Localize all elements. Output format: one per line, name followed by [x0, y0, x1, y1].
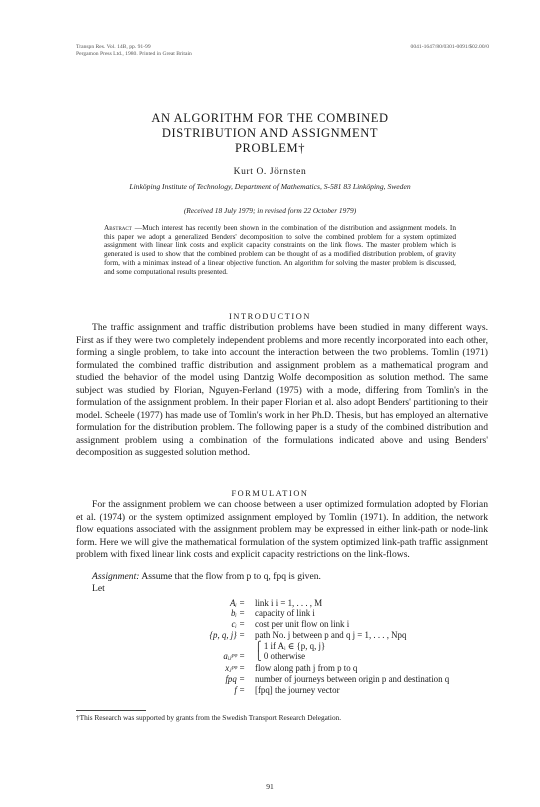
definition-text: flow along path j from p to q	[255, 663, 358, 673]
abstract-text: —Much interest has recently been shown in the combination of the distribution and assignment models. In this paper we adopt a generalized Benders' decomposition to solve the combined problem for a system optimized assignment with linear link costs and explicit capacity constraints on the link flows. The master problem which is generated is used to show that the combined problem can be thought of as a modified distribution problem, of gravity form, with a minimax instead of a linear objective function. An algorithm for solving the master problem is discussed, and some computational results presented.	[104, 223, 456, 276]
footnote-divider	[76, 710, 146, 711]
journal-line-1: Transpn Res. Vol. 14B, pp. 91-99	[76, 44, 151, 50]
journal-citation	[76, 44, 192, 58]
paper-title	[60, 111, 480, 156]
assumption-text: Assume that the flow from p to q, fpq is given.	[141, 571, 321, 582]
let-label: Let	[92, 583, 105, 594]
author-affiliation: Linköping Institute of Technology, Department of Mathematics, S-581 83 Linköping, Sweden	[129, 182, 411, 191]
assumption-line	[92, 571, 321, 582]
definition-text: ⎩ 0 otherwise	[255, 651, 306, 661]
definition-text: cost per unit flow on link i	[255, 619, 350, 629]
definition-symbol: cᵢ =	[231, 619, 245, 629]
definition-symbol: fpq =	[225, 674, 245, 684]
definition-symbol: f =	[234, 685, 245, 695]
abstract	[104, 224, 456, 276]
abstract-label: Abstract	[104, 223, 132, 232]
received-date: (Received 18 July 1979; in revised form 22 October 1979)	[183, 206, 357, 215]
formulation-paragraph: For the assignment problem we can choose between a user optimized formulation adopted by Florian et al. (1974) or the system optimized assignment employed by Tomlin (1971). In addition, the network flow equations associated with the assignment problem may be expressed in either link-path or node-link form. Here we will give the mathematical formulation of the system optimized link-path traffic assignment problem with fixed linear link costs and explicit capacity restrictions on the link-flows.	[76, 499, 488, 560]
definition-symbol: Aᵢ =	[229, 598, 245, 608]
definition-text: capacity of link i	[255, 608, 315, 618]
definition-symbol: {p, q, j} =	[209, 630, 245, 640]
section-heading-introduction: INTRODUCTION	[229, 312, 311, 321]
definition-text: path No. j between p and q j = 1, . . . , Npq	[255, 630, 407, 640]
assumption-label: Assignment:	[92, 571, 140, 582]
definition-text: number of journeys between origin p and destination q	[255, 674, 450, 684]
page-number: 91	[266, 782, 274, 791]
definition-text: link i i = 1, . . . , M	[255, 598, 323, 608]
definition-symbol: xⱼᵖᵠ =	[225, 663, 245, 673]
author-name: Kurt O. Jörnsten	[233, 167, 307, 177]
title-line-1: AN ALGORITHM FOR THE COMBINED	[151, 111, 389, 125]
definition-symbol: bᵢ =	[230, 608, 245, 618]
title-line-2: DISTRIBUTION AND ASSIGNMENT	[161, 126, 379, 140]
definition-symbol: aᵢⱼᵖᵠ =	[223, 651, 245, 661]
title-line-3: PROBLEM†	[234, 141, 306, 155]
article-code: 0041-1647/80/0301-0091/$02.00/0	[410, 44, 489, 50]
section-heading-formulation: FORMULATION	[231, 489, 309, 498]
journal-line-2: Pergamon Press Ltd., 1980. Printed in Great Britain	[76, 51, 192, 57]
definition-text: ⎧ 1 if Aᵢ ∈ {p, q, j}	[255, 641, 326, 651]
definition-text: [fpq] the journey vector	[255, 685, 340, 695]
introduction-paragraph: The traffic assignment and traffic distribution problems have been studied in many different ways. First as if they were two completely independent problems and more recently incorporated into each other, forming a single problem, to take into account the interaction between the two problems. Tomlin (1971) formulated the combined traffic distribution and assignment problem as a mathematical program and studied the behavior of the model using Dantzig Wolfe decomposition as solution method. The same subject was studied by Florian, Nguyen-Ferland (1975) with a mode, differing from Tomlin's in the formulation of the assignment problem. In their paper Florian et al. also adopt Benders' partitioning to their model. Scheele (1977) has made use of Tomlin's work in her Ph.D. Thesis, but has employed an alternative formulation for the distribution problem. The following paper is a study of the combined distribution and assignment problem using a combination of the formulations indicated above and using Benders' decomposition as suggested solution method.	[76, 322, 488, 458]
footnote: †This Research was supported by grants from the Swedish Transport Research Delegation.	[76, 713, 342, 722]
